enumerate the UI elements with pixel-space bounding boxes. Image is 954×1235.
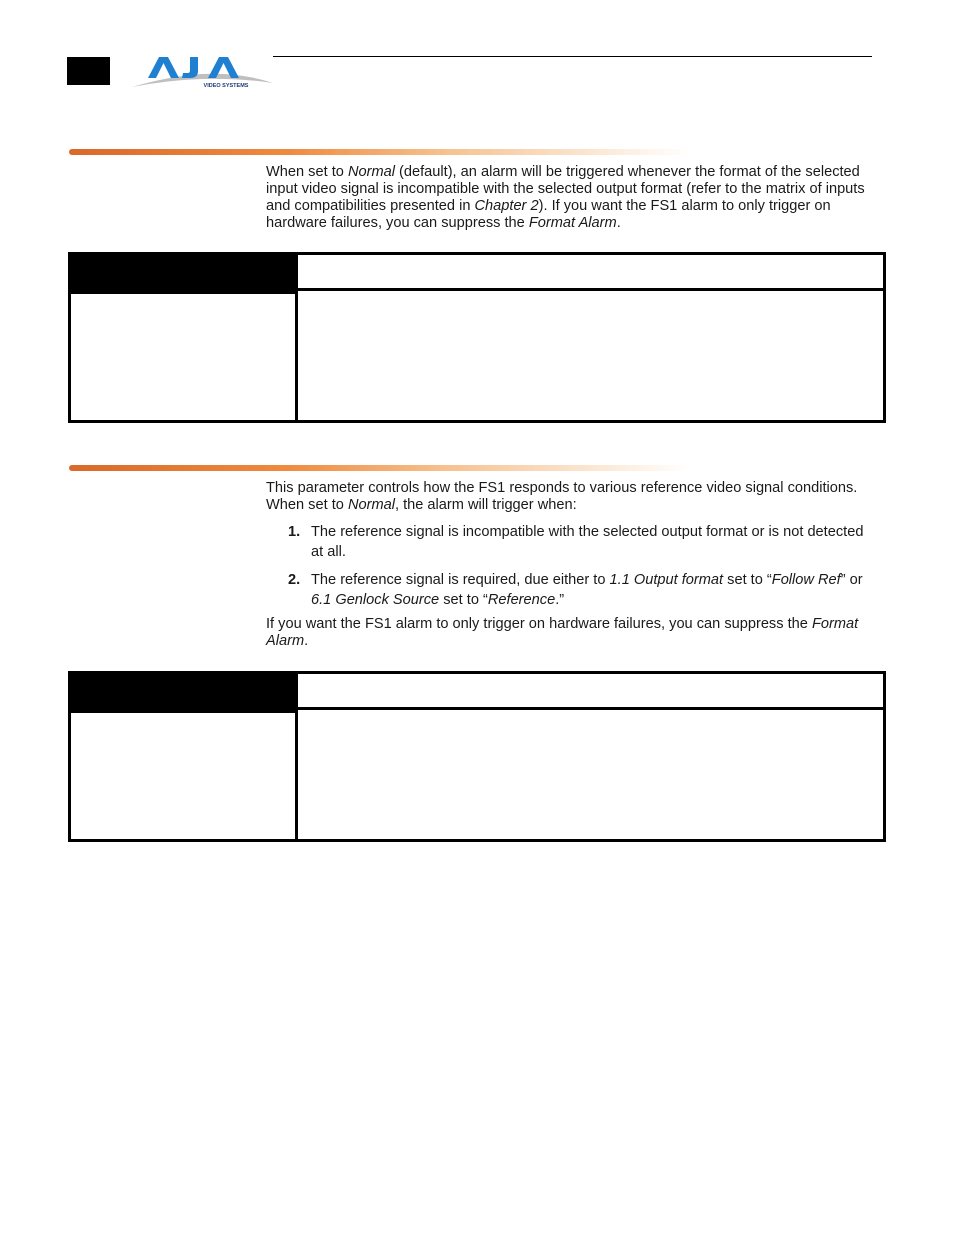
table-row-value-cell xyxy=(298,710,883,839)
text-run: set to “ xyxy=(723,572,772,588)
text-run: (default), an alarm will be triggered whenever the format of the selected input video signal is incompatible with the selected output format (refer to the matrix of inputs and compatibilities presented in xyxy=(266,164,865,214)
parameter-table xyxy=(68,671,886,842)
section2-paragraph xyxy=(266,480,866,514)
text-run-italic: 1.1 Output format xyxy=(609,572,724,588)
section-heading-bar xyxy=(69,465,689,471)
text-run: ” or xyxy=(840,572,863,588)
text-run: This parameter controls how the FS1 responds to various reference video signal conditions. When set to xyxy=(266,480,858,513)
list-item xyxy=(266,570,866,610)
header-rule xyxy=(273,56,872,57)
table-header-value-cell xyxy=(298,674,883,710)
text-run: . xyxy=(616,215,621,231)
text-run-italic: Follow Ref xyxy=(771,572,841,588)
text-run: If you want the FS1 alarm to only trigger on hardware failures, you can suppress the xyxy=(266,616,812,632)
table-row-label-cell xyxy=(71,710,295,839)
text-run: ). If you want the FS1 alarm to only trigger on hardware failures, you can suppress the xyxy=(266,198,831,231)
parameter-table xyxy=(68,252,886,423)
text-run: , the alarm will trigger when: xyxy=(394,497,577,513)
text-run-italic: Normal xyxy=(347,497,395,513)
text-run: The reference signal is required, due either to xyxy=(311,572,610,588)
section2-body xyxy=(266,480,866,650)
list-item xyxy=(266,522,866,562)
page-number-box xyxy=(67,57,110,85)
table-row-value-cell xyxy=(298,291,883,420)
aja-logo-graphic xyxy=(130,54,275,90)
table-header-label-cell xyxy=(71,255,295,291)
table-header-label-cell xyxy=(71,674,295,710)
text-run-italic: 6.1 Genlock Source xyxy=(311,592,440,608)
text-run-italic: Normal xyxy=(347,164,395,180)
aja-logo xyxy=(130,54,275,90)
section-heading-bar xyxy=(69,149,689,155)
text-run: When set to xyxy=(266,164,348,180)
text-run: set to “ xyxy=(439,592,488,608)
text-run: . xyxy=(304,633,309,649)
section2-closing-paragraph xyxy=(266,616,866,650)
text-run: The reference signal is incompatible with the selected output format or is not detected at all. xyxy=(311,524,864,560)
text-run-italic: Reference xyxy=(487,592,556,608)
section1-paragraph xyxy=(266,164,866,232)
table-row-label-cell xyxy=(71,291,295,420)
text-run-italic: Format Alarm xyxy=(266,616,859,649)
logo-subtext: VIDEO SYSTEMS xyxy=(203,83,249,89)
list-number: 2. xyxy=(288,572,301,588)
list-number: 1. xyxy=(288,524,301,540)
table-header-value-cell xyxy=(298,255,883,291)
text-run-italic: Chapter 2 xyxy=(474,198,539,214)
text-run-italic: Format Alarm xyxy=(528,215,617,231)
text-run: .” xyxy=(555,592,565,608)
